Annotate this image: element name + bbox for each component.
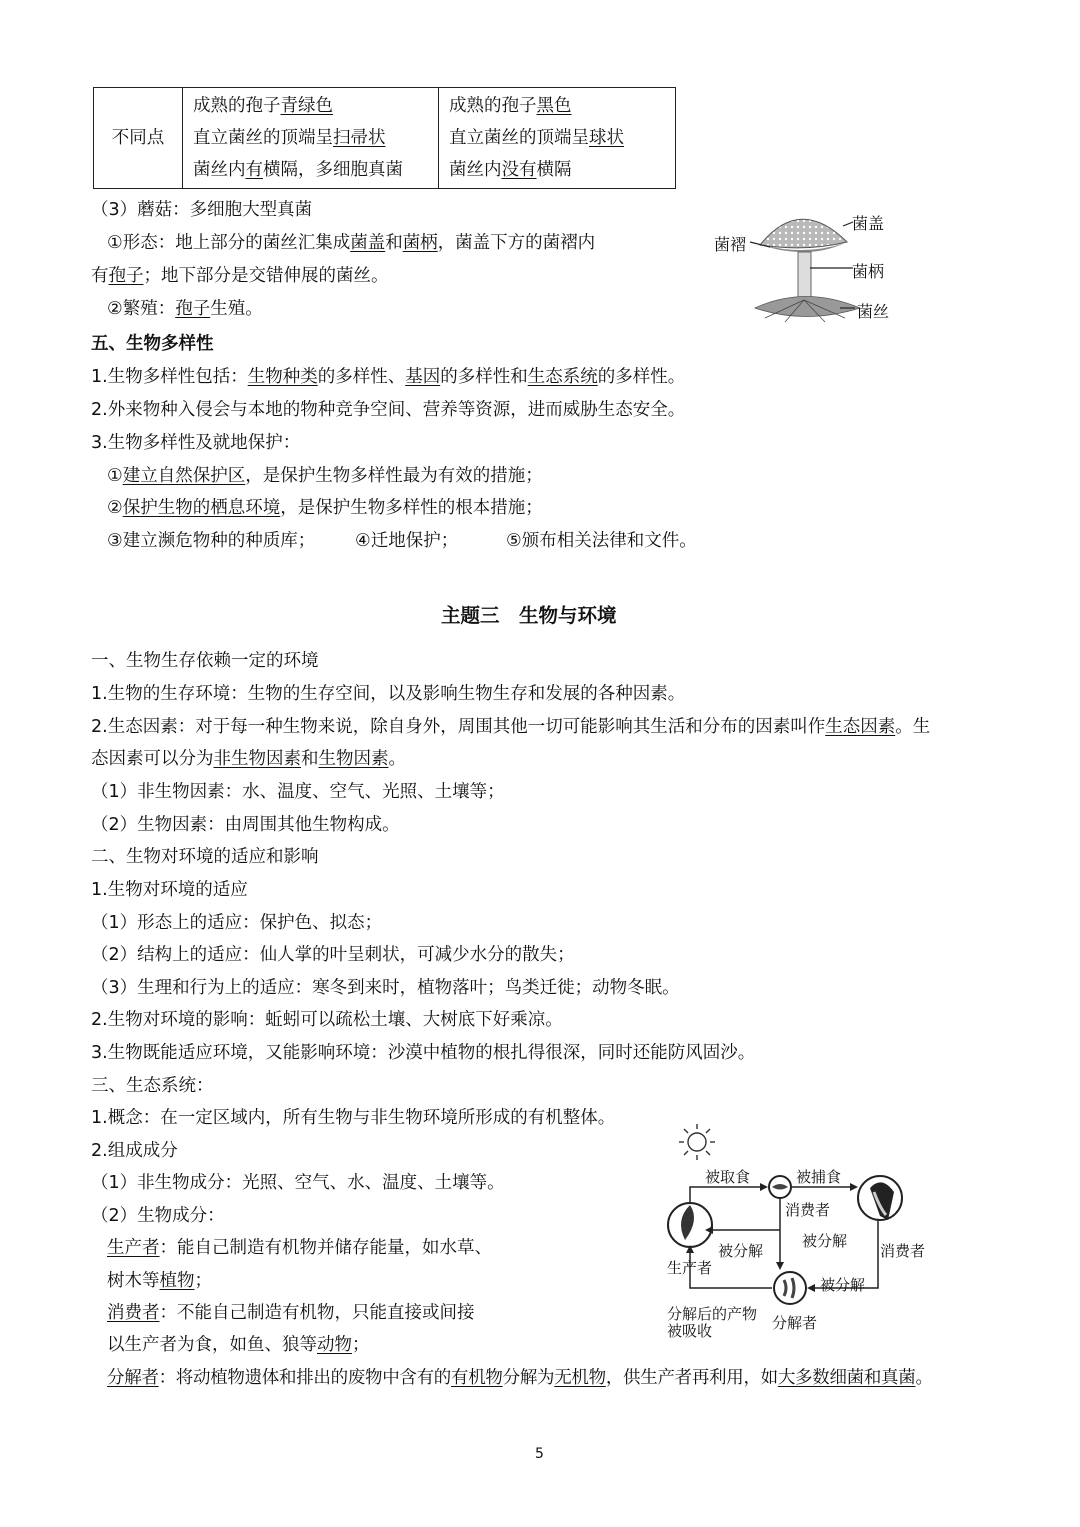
consumer1-circle	[769, 1176, 791, 1198]
s3-p3: （1）非生物成分：光照、空气、水、温度、土壤等。	[91, 1173, 505, 1193]
cell-line: 成熟的孢子青绿色	[193, 96, 333, 116]
label-stalk: 菌柄	[852, 262, 885, 281]
diagram-decomposed2: 被分解	[802, 1232, 848, 1250]
mushroom-form: ①形态：地上部分的菌丝汇集成菌盖和菌柄，菌盖下方的菌褶内	[107, 233, 596, 253]
mushroom-heading: （3）蘑菇：多细胞大型真菌	[91, 200, 313, 220]
s1-p2-cont: 态因素可以分为非生物因素和生物因素。	[91, 749, 406, 769]
biodiversity-p2: 2.外来物种入侵会与本地的物种竞争空间、营养等资源，进而威胁生态安全。	[91, 400, 686, 420]
diagram-preyed: 被捕食	[796, 1168, 842, 1186]
diagram-eaten: 被取食	[705, 1168, 751, 1186]
consumer-def: 消费者：不能自己制造有机物，只能直接或间接	[107, 1303, 475, 1323]
label-gills: 菌褶	[714, 235, 747, 254]
diagram-decomposer: 分解者	[772, 1314, 818, 1332]
s1-p3: （1）非生物因素：水、温度、空气、光照、土壤等；	[91, 782, 505, 802]
biodiversity-heading: 五、生物多样性	[91, 334, 214, 354]
measure-3: ③建立濒危物种的种质库；	[107, 531, 316, 551]
s3-p2: 2.组成成分	[91, 1141, 178, 1161]
section-1-heading: 一、生物生存依赖一定的环境	[91, 651, 319, 671]
producer-def: 生产者：能自己制造有机物并储存能量，如水草、	[107, 1238, 492, 1258]
mushroom-reproduction: ②繁殖：孢子生殖。	[107, 299, 263, 319]
comparison-table	[93, 87, 676, 189]
s1-p2: 2.生态因素：对于每一种生物来说，除自身外，周围其他一切可能影响其生活和分布的因素叫作生态因素。生	[91, 717, 931, 737]
s2-p4: （3）生理和行为上的适应：寒冬到来时，植物落叶；鸟类迁徙；动物冬眠。	[91, 978, 680, 998]
s3-p4: （2）生物成分：	[91, 1206, 225, 1226]
section-2-heading: 二、生物对环境的适应和影响	[91, 847, 319, 867]
cell-line: 直立菌丝的顶端呈扫帚状	[193, 128, 386, 148]
table-row-label: 不同点	[94, 88, 183, 189]
s2-p1: 1.生物对环境的适应	[91, 880, 248, 900]
section-3-heading: 三、生态系统：	[91, 1076, 214, 1096]
consumer2-circle	[858, 1176, 902, 1220]
biodiversity-p1: 1.生物多样性包括：生物种类的多样性、基因的多样性和生态系统的多样性。	[91, 367, 686, 387]
cell-line: 菌丝内有横隔，多细胞真菌	[193, 160, 403, 180]
page-number: 5	[535, 1446, 544, 1462]
producer-def-cont: 树木等植物；	[107, 1271, 212, 1291]
s3-p1: 1.概念：在一定区域内，所有生物与非生物环境所形成的有机整体。	[91, 1108, 616, 1128]
diagram-consumer2: 消费者	[880, 1242, 926, 1260]
diagram-decomposed1: 被分解	[718, 1242, 764, 1260]
s2-p6: 3.生物既能适应环境，又能影响环境：沙漠中植物的根扎得很深，同时还能防风固沙。	[91, 1043, 756, 1063]
s1-p4: （2）生物因素：由周围其他生物构成。	[91, 815, 400, 835]
consumer-def-cont: 以生产者为食，如鱼、狼等动物；	[107, 1335, 370, 1355]
theme-title: 主题三 生物与环境	[441, 604, 617, 627]
diagram-consumer1: 消费者	[785, 1201, 831, 1219]
measure-4: ④迁地保护；	[355, 531, 459, 551]
mushroom-form-cont: 有孢子；地下部分是交错伸展的菌丝。	[91, 266, 389, 286]
producer-circle	[668, 1203, 712, 1247]
measure-5: ⑤颁布相关法律和文件。	[506, 531, 697, 551]
biodiversity-p3: 3.生物多样性及就地保护：	[91, 433, 301, 453]
s2-p2: （1）形态上的适应：保护色、拟态；	[91, 913, 383, 933]
cell-line: 直立菌丝的顶端呈球状	[449, 128, 624, 148]
diagram-decomposed3: 被分解	[820, 1276, 866, 1294]
decomposer-def: 分解者：将动植物遗体和排出的废物中含有的有机物分解为无机物，供生产者再利用，如大多数细菌和真菌。	[107, 1368, 933, 1388]
table-cell-penicillium	[183, 88, 439, 189]
label-hyphae: 菌丝	[857, 302, 890, 321]
s2-p3: （2）结构上的适应：仙人掌的叶呈刺状，可减少水分的散失；	[91, 945, 575, 965]
s2-p5: 2.生物对环境的影响：蚯蚓可以疏松土壤、大树底下好乘凉。	[91, 1010, 563, 1030]
diagram-producer: 生产者	[667, 1259, 713, 1277]
label-cap: 菌盖	[852, 214, 885, 233]
measure-2: ②保护生物的栖息环境，是保护生物多样性的根本措施；	[107, 498, 543, 518]
cell-line: 成熟的孢子黑色	[449, 96, 572, 116]
table-cell-rhizopus	[439, 88, 676, 189]
diagram-absorbed2: 被吸收	[667, 1322, 713, 1340]
sun-icon	[679, 1124, 715, 1160]
decomposer-circle	[774, 1272, 806, 1304]
s1-p1: 1.生物的生存环境：生物的生存空间，以及影响生物生存和发展的各种因素。	[91, 684, 686, 704]
cell-line: 菌丝内没有横隔	[449, 160, 572, 180]
diagram-absorbed1: 分解后的产物	[667, 1305, 758, 1323]
measure-1: ①建立自然保护区，是保护生物多样性最为有效的措施；	[107, 466, 543, 486]
